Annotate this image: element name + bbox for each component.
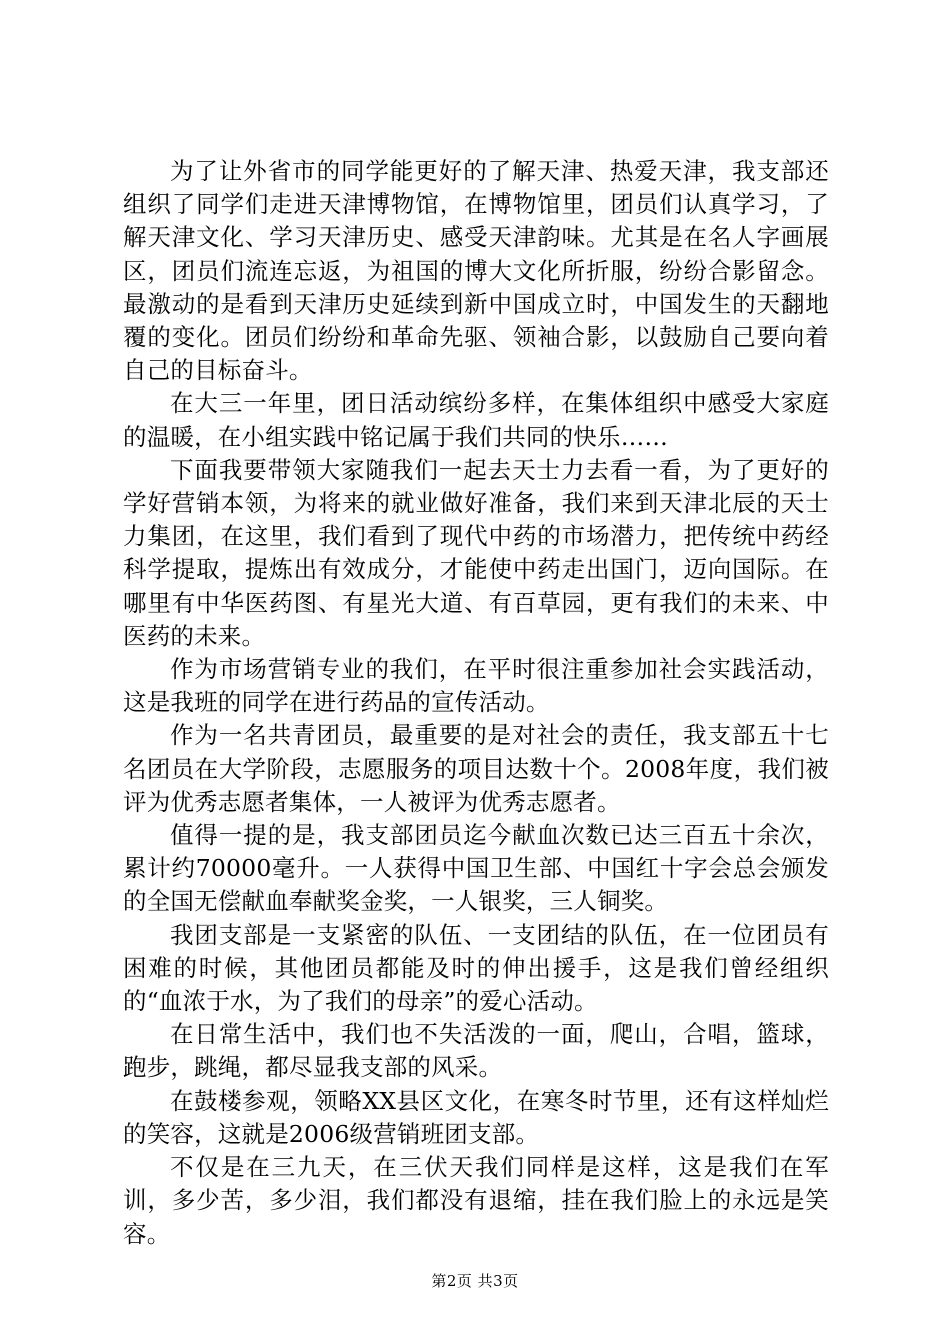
paragraph-team-unity: 我团支部是一支紧密的队伍、一支团结的队伍，在一位团员有困难的时候，其他团员都能及时的伸出援手，这是我们曾经组织的“血浓于水，为了我们的母亲”的爱心活动。 [123, 920, 829, 1016]
paragraph-tianjin-museum: 为了让外省市的同学能更好的了解天津、热爱天津，我支部还组织了同学们走进天津博物馆，在博物馆里，团员们认真学习，了解天津文化、学习天津历史、感受天津韵味。尤其是在名人字画展区，团员们流连忘返，为祖国的博大文化所折服，纷纷合影留念。最激动的是看到天津历史延续到新中国成立时，中国发生的天翻地覆的变化。团员们纷纷和革命先驱、领袖合影，以鼓励自己要向着自己的目标奋斗。 [123, 157, 829, 385]
document-body [123, 155, 829, 1251]
paragraph-volunteer-service: 作为一名共青团员，最重要的是对社会的责任，我支部五十七名团员在大学阶段，志愿服务的项目达数十个。2008年度，我们被评为优秀志愿者集体，一人被评为优秀志愿者。 [123, 721, 829, 816]
paragraph-blood-donation: 值得一提的是，我支部团员迄今献血次数已达三百五十余次，累计约70000毫升。一人获得中国卫生部、中国红十字会总会颁发的全国无偿献血奉献奖金奖，一人银奖，三人铜奖。 [123, 821, 829, 916]
paragraph-drum-tower: 在鼓楼参观，领略XX县区文化，在寒冬时节里，还有这样灿烂的笑容，这就是2006级营销班团支部。 [123, 1086, 829, 1148]
paragraph-military-training: 不仅是在三九天，在三伏天我们同样是这样，这是我们在军训，多少苦，多少泪，我们都没有退缩，挂在我们脸上的永远是笑容。 [123, 1153, 829, 1248]
paragraph-junior-year: 在大三一年里，团日活动缤纷多样，在集体组织中感受大家庭的温暖，在小组实践中铭记属于我们共同的快乐…… [123, 389, 829, 451]
paragraph-tasly-visit: 下面我要带领大家随我们一起去天士力去看一看，为了更好的学好营销本领，为将来的就业做好准备，我们来到天津北辰的天士力集团，在这里，我们看到了现代中药的市场潜力，把传统中药经科学提取，提炼出有效成分，才能使中药走出国门，迈向国际。在哪里有中华医药图、有星光大道、有百草园，更有我们的未来、中医药的未来。 [123, 455, 829, 650]
paragraph-daily-life: 在日常生活中，我们也不失活泼的一面，爬山，合唱，篮球，跑步，跳绳，都尽显我支部的风采。 [123, 1020, 829, 1082]
page-number-footer: 第2页 共3页 [431, 1272, 519, 1290]
paragraph-social-practice: 作为市场营销专业的我们，在平时很注重参加社会实践活动，这是我班的同学在进行药品的宣传活动。 [123, 655, 829, 717]
